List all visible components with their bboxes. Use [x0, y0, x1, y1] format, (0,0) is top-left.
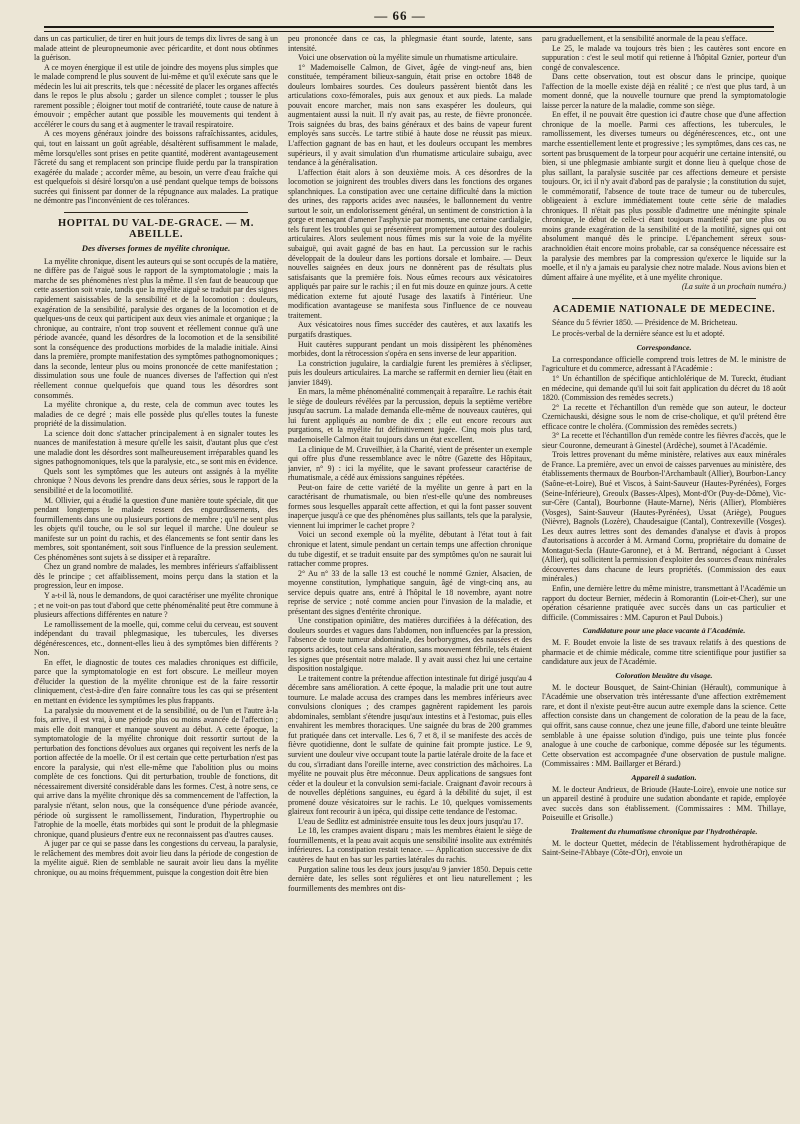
column-3	[542, 34, 786, 1118]
paragraph: Trois lettres provenant du même ministère, relatives aux eaux minérales de France. La première, avec un envoi de caisses parvenues au ministère, des établissements thermaux de Bourbon-l'Archambault (Allier), Bourbon-Lancy (Saône-et-Loire), Bué et Viscos, à Saint-Sauveur (Hautes-Pyrénées), Forges (Seine-Inférieure), Greoulx (Basses-Alpes), Mont-d'Or (Puy-de-Dôme), Vic-sur-Cère (Cantal), Bourbonne (Haute-Marne), Néris (Allier), Plombières (Vosges), Saint-Sauveur (Hautes-Pyrénées), Ussat (Ariège), Pougues (Nièvre), Bagnols (Lozère), Chaudesaigue (Cantal), Contrexeville (Vosges). Les deux autres lettres sont des demandes d'analyse et d'avis à propos d'autorisations à accorder à M. Armand Cornu, propriétaire du domaine de Montagut-Secla (Haute-Garonne), et à M. Bertrand, négociant à Cusset (Allier), qui sollicitent la permission d'exploiter des sources d'eaux minérales découvertes dans chacune de leurs propriétés. (Commission des eaux minérales.)	[542, 450, 786, 584]
paragraph: peu prononcée dans ce cas, la phlegmasie étant sourde, latente, sans intensité.	[288, 34, 532, 53]
paragraph: M. le docteur Quettet, médecin de l'établissement hydrothérapique de Saint-Seine-l'Abbaye (Côte-d'Or), envoie un	[542, 838, 786, 858]
paragraph: Le procès-verbal de la dernière séance est lu et adopté.	[552, 329, 725, 339]
paragraph: paru graduellement, et la sensibilité anormale de la peau s'efface.	[542, 34, 748, 43]
paragraph: A juger par ce qui se passe dans les congestions du cerveau, la paralysie, le relâchement des membres doit avoir lieu dans la période de congestion de la myélite aiguë. Rien de semblable ne saurait avoir lieu dans la myélite chronique, ou au moins fréquemment, puisque la congestion doit être bien	[34, 839, 278, 877]
paragraph: M. le docteur Andrieux, de Brioude (Haute-Loire), envoie une notice sur un appareil destiné à produire une sudation abondante et rapide, employée avec succès dans son établissement. (Commissaires : MM. Thillaye, Poiseuille et Grisolle.)	[542, 784, 786, 823]
paragraph: Enfin, une dernière lettre du même ministre, transmettant à l'Académie un rapport du docteur Bernier, médecin à Romorantin (Loir-et-Cher), sur une opération césarienne pratiquée avec succès dans un cas particulier et difficile. (Commissaires : MM. Capuron et Paul Dubois.)	[542, 583, 786, 622]
paragraph: Peut-on faire de cette variété de la myélite un genre à part en la caractérisant de rhumatismale, ou bien n'est-elle qu'une des nombreuses formes sous lesquelles apparaît cette affection, et qui la font passer souvent inaperçue jusqu'à ce que des phénomènes plus saillants, tels que la paralysie, viennent lui imprimer le cachet propre ?	[288, 482, 532, 530]
rubric-hydrotherapy: Traitement du rhumatisme chronique par l'hydrothérapie.	[570, 826, 758, 836]
paragraph: En effet, il ne pouvait être question ici d'autre chose que d'une affection chronique de la moelle. Parmi ces affections, les tubercules, le ramollissement, les diverses tumeurs ou dégénérescences, etc., ont une marche essentiellement lente et progressive ; les symptômes, dans ces cas, ne sortent pas brusquement de la torpeur pour acquérir une certaine intensité, ou bien, si une phlegmasie ambiante surgit et donne lieu à quelque chose de plus saillant, la paralysie suscitée par ces affections demeure et persiste toujours. Or, ici il n'y avait d'abord pas de paralysie ; la constitution du sujet, le commémoratif, l'absence de toute trace de tumeur ou de tubercules, obligeaient à exclure immédiatement toute cette série de maladies chroniques. Il n'était pas plus possible d'admettre une méningite spinale chronique, le début de celle-ci étant toujours manifesté par une plus ou moins grande exagération de la sensibilité et de la motilité, signes qui ont absolument manqué dès le principe. L'épanchement séreux sous-arachnoïdien était encore moins probable, car sa conséquence nécessaire est la paralysie des membres par la compression qu'exerce le liquide sur la moelle, et il n'y a jamais eu paralysie chez notre malade. Nous avions bien et dûment affaire à une myélite, et à une myélite chronique.	[542, 110, 786, 282]
header-rule	[44, 26, 774, 32]
paragraph: Le traitement contre la prétendue affection intestinale fut dirigé jusqu'au 4 décembre sans amélioration. A cette époque, la maladie prit une tout autre tournure. Le malade accusa des crampes dans les membres inférieurs avec convulsions cloniques ; des crampes gagnèrent rapidement les parois abdominales, semblant s'étendre jusqu'aux intestins et à l'estomac, puis elles envahirent les membres thoraciques. Une saignée du bras de 200 grammes fut pratiquée dans cet intervalle. Les 6, 7 et 8, il se manifeste des accès de fièvre quotidienne, dont le sulfate de quinine fait prompte justice. Le 9, survient une douleur vive occupant toute la partie latérale droite de la face et du cou, s'irradiant dans l'oreille interne, avec constriction des mâchoires. La myélite ne pouvait plus être méconnue. Deux applications de sangsues font céder et la douleur et la convulsion semi-faciale. Craignant d'avoir recours à de nouvelles déplétions sanguines, eu égard à la débilité du sujet, il est promené douze vésicatoires sur le rachis. Le 10, quelques vomissements glaireux font recourir à un ipéca, qui dissipe cette tendance de l'estomac.	[288, 673, 532, 817]
page-number: — 66 —	[374, 8, 426, 23]
paragraph: 1° Un échantillon de spécifique antichlolérique de M. Tureckt, étudiant en médecine, qui demande qu'il lui soit fait application du décret du 18 août 1820. (Commission des remèdes secrets.)	[542, 373, 786, 403]
column-2	[288, 34, 532, 1118]
paragraph: En mars, la même phénoménalité commençait à reparaître. Le rachis était le siège de douleurs révélées par la percussion, depuis la septième vertèbre jusqu'au sacrum. La malade demanda elle-même de nouveaux cautères, qui lui furent appliqués au nombre de dix ; elle eut encore recours aux purgations, et la myélite fut définitivement jugée. Cinq mois plus tard, mademoiselle Calmon était toujours dans un état excellent.	[288, 387, 532, 444]
paragraph: A ce moyen énergique il est utile de joindre des moyens plus simples que le malade comprend le plus souvent de lui-même et qu'il exécute sans que le médecin les lui ait prescrits, tels que : nécessité de placer les organes affectés dans le repos le plus absolu ; garder un silence complet ; tousser le plus rarement possible ; éloigner tout motif de contrariété, toute cause de nature à émouvoir ; empêcher autant que possible les mouvements qui tendent à accélérer le cours du sang et à augmenter le travail respiratoire.	[34, 62, 278, 129]
paragraph: La correspondance officielle comprend trois lettres de M. le ministre de l'agriculture et du commerce, adressant à l'Académie :	[542, 354, 786, 374]
section-divider	[64, 212, 248, 213]
paragraph: La paralysie du mouvement et de la sensibilité, ou de l'un et l'autre à-la fois, arrive, il est vrai, à une période plus ou moins avancée de l'affection ; mais elle doit manquer et manque souvent au début. A cette époque, la symptomatologie de la myélite chronique doit ressortir surtout de la perturbation des fonctions dévolues aux organes qui reçoivent les nerfs de la portion affectée de la moelle. Or il est certain que cette perturbation n'est pas encore la paralysie, qui n'est elle-même que l'abolition plus ou moins complète de ces fonctions. Qui dit perturbation, trouble de fonctions, dit nécessairement diversité considérable dans les formes. C'est, à notre sens, ce qui arrive dans la myélite chronique dès sa commencement de l'affection, la paralysie n'étant, selon nous, que la conséquence d'une période avancée, période où surgissent le ramollissement, l'induration, l'hypertrophie ou l'atrophie de la moelle, états morbides qui sont le produit de la phlegmasie chronique, quand plusieurs d'entre eux ne reconnaissent pas d'autres causes.	[34, 705, 278, 839]
paragraph: M. le docteur Bousquet, de Saint-Chinian (Hérault), communique à l'Académie une observation très intéressante d'une affection extrêmement rare, et dont il n'existe peut-être aucun autre exemple dans la science. Cette affection consiste dans un changement de coloration de la peau de la face, qui offrit, sans cause connue, chez une jeune fille, d'abord une teinte bleuâtre semblable à une épaisse solution d'indigo, puis une teinte plus foncée analogue à une couche de carbonique, comme déposée sur les téguments. Cette observation est accompagnée d'une observation de pustule maligne. (Commissaires : MM. Baillarger et Bérard.)	[542, 682, 786, 769]
paragraph: Une constipation opiniâtre, des matières durcifiées à la défécation, des douleurs sourdes et vagues dans l'abdomen, non influencées par la pression, l'absence de toute tumeur abdominale, des borborygmes, des nausées et des rapports acides, tout cela sans altération, sans mouvement fébrile, tels étaient les signes que présentait notre malade. Il y avait aussi chez lui une certaine disposition nostalgique.	[288, 616, 532, 674]
section-divider	[572, 298, 756, 299]
rubric-candidature: Candidature pour une place vacante à l'Académie.	[582, 626, 746, 636]
paragraph: La clinique de M. Cruveilhier, à la Charité, vient de présenter un exemple qui offre plus d'une ressemblance avec le nôtre (Gazette des Hôpitaux, janvier, n° 9) : ici la myélite, que le savant professeur caractérise de rhumatismale, a cédé aux émissions sanguines répétées.	[288, 444, 532, 483]
paragraph: M. F. Boudet envoie la liste de ses travaux relatifs à des questions de pharmacie et de chimie médicale, comme titre scientifique pour justifier sa candidature aux jeux de l'Académie.	[542, 638, 786, 667]
paragraph: La myélite chronique, disent les auteurs qui se sont occupés de la matière, ne diffère pas de l'aiguë sous le rapport de la symptomatologie ; mais la marche de ses phénomènes n'est plus la même. Il s'en faut de beaucoup que cette assertion soit vraie, tandis que la myélite aiguë se traduit par des signes rapidement saisissables de la sensibilité et de la locomotion : douleurs, exagération de la sensibilité, paralysie des organes de la locomotion et de quelques-uns de ceux qui participent aux deux vies animale et organique ; la chronique, au contraire, n'ont trop souvent et réellement connue qu'à une période avancée, quand les désordres de la locomotion et de la sensibilité sont la conséquence des productions morbides de la maladie initiale. Ainsi dans la première, prompte manifestation des symptômes pathognomoniques ; dans la seconde, lenteur plus ou moins prononcée de cette manifestation ; dissimulation sous une foule de nuances diverses de l'affection qui n'est réellement connue quelquefois que quand tous les désordres sont consommés.	[34, 256, 278, 400]
paragraph: La constriction jugulaire, la cardialgie furent les premières à s'éclipser, puis les douleurs articulaires. La marche se raffermit en dernier lieu (était en janvier 1849).	[288, 358, 532, 387]
paragraph: Le ramollissement de la moelle, qui, comme celui du cerveau, est souvent indépendant du travail phlegmasique, les tubercules, les diverses dégénérescences, etc., donnent-elles lieu à des symptômes bien différents ? Non.	[34, 619, 278, 658]
paragraph: L'eau de Sedlitz est administrée ensuite tous les deux jours jusqu'au 17.	[298, 816, 524, 826]
paragraph: L'affection était alors à son deuxième mois. A ces désordres de la locomotion se joignirent des troubles divers dans les fonctions des organes splanchniques. La constipation avec une certaine difficulté dans la miction des urines, des rapports acides avec nausées, le ballonnement du ventre surtout le soir, un endolorissement général, un sentiment de constriction à la gorge et menaçant d'amener l'asphyxie par moments, une certaine cardialgie, tels furent les troubles qui se présentèrent promptement autour des douleurs articulaires. Alors seulement nous fûmes mis sur la voie de la myélite subaiguë, qui avait gagné de bas en haut. La percussion sur le rachis développait de la douleur dans les portions dorsale et lombaire. — Deux nouvelles saignées en deux jours ne donnèrent pas de résultats plus satisfaisants que la première fois. Nous eûmes recours aux vésicatoires appliqués par paire sur le rachis ; il en fut mis douze en quinze jours. A cette médication externe fut ajouté l'usage des laxatifs à l'intérieur. Une modification avantageuse se manifesta sous l'influence de ce nouveau traitement.	[288, 167, 532, 320]
paragraph: 2° La recette et l'échantillon d'un remède que son auteur, le docteur Czernichauski, désigne sous le nom de crise-cholique, et qu'il prétend être efficace contre le choléra. (Commission des remèdes secrets.)	[542, 402, 786, 431]
rubric-sudation: Appareil à sudation.	[631, 772, 697, 782]
paragraph: Dans cette observation, tout est obscur dans le principe, quoique l'affection de la moelle existe déjà en réalité ; ce n'est que plus tard, à un moment donné, que la nouvelle tournure que prend la symptomatologie laisse percer la nature de la maladie, comme son siège.	[542, 72, 786, 110]
paragraph: La myélite chronique a, du reste, cela de commun avec toutes les maladies de ce degré ; mais elle possède plus qu'elles toutes la funeste propriété de la dissimulation.	[34, 400, 278, 429]
rubric-coloration: Coloration bleuâtre du visage.	[615, 670, 713, 680]
paragraph: Huit cautères suppurant pendant un mois dissipèrent les phénomènes morbides, dont la rétrocession s'opéra en sens inverse de leur apparition.	[288, 339, 532, 359]
paragraph: Voici une observation où la myélite simule un rhumatisme articulaire.	[298, 53, 518, 63]
paragraph: A ces moyens généraux joindre des boissons rafraîchissantes, acidules, qui, tout en laissant un goût agréable, désaltèrent suffisamment le malade, même lorsqu'elles sont prises en petite quantité, modèrent avantageusement l'âcreté du sang et remplacent son principe fluide perdu par la transpiration exagérée du malade ; accorder même, au besoin, un verre d'eau fraîche qui est quelquefois si désiré lorsqu'on a usé pendant quelque temps de boissons sucrées qui finissent par donner de la répugnance aux malades. La pratique ne démontre pas l'inconvénient de ces tolérances.	[34, 129, 278, 206]
paragraph: La science doit donc s'attacher principalement à en signaler toutes les nuances de manifestation à mesure qu'elle les saisit, d'autant plus que c'est une maladie dont les désordres sont malheureusement irréparables quand les signes pathognomoniques, tels que la paralysie, etc., se sont mis en évidence.	[34, 428, 278, 467]
paragraph: En effet, le diagnostic de toutes ces maladies chroniques est difficile, parce que la symptomatologie en est fort obscure. Le meilleur moyen d'élucider la question de la myélite chronique est de la faire ressortir cliniquement, c'est-à-dire d'en faire connaître tous les cas qui se présentent en mettant en évidence les symptômes les plus frappants.	[34, 657, 278, 705]
academy-heading: ACADEMIE NATIONALE DE MEDECINE.	[552, 303, 776, 315]
paragraph: Purgation saline tous les deux jours jusqu'au 9 janvier 1850. Depuis cette dernière date, les selles sont régulières et ont lieu naturellement ; les fourmillements des membres ont dis-	[288, 864, 532, 893]
paragraph: Y a-t-il là, nous le demandons, de quoi caractériser une myélite chronique ; et ne voit-on pas tout d'abord que cette phénoménalité peut être commune à plusieurs affections différentes en nature ?	[34, 590, 278, 620]
paragraph: dans un cas particulier, de tirer en huit jours de temps dix livres de sang à un malade atteint de pleuropneumonie avec péricardite, et dont nous obtînmes la guérison.	[34, 34, 278, 63]
paragraph: 3° La recette et l'échantillon d'un remède contre les fièvres d'accès, que le sieur Couronne, demeurant à Ginestel (Ardèche), soumet à l'Académie.	[542, 431, 786, 450]
article-subtitle: Des diverses formes de myélite chronique.	[81, 242, 231, 253]
paragraph: Aux vésicatoires nous fîmes succéder des cautères, et aux laxatifs les purgatifs drastiques.	[288, 320, 532, 339]
hospital-heading: HOPITAL DU VAL-DE-GRACE. — M. ABEILLE.	[58, 217, 254, 240]
paragraph: M. Ollivier, qui a étudié la question d'une manière toute spéciale, dit que pendant longtemps le malade ressent des engourdissements, des fourmillements dans une ou plusieurs portions de membre ; qu'il ne sent plus les objets qu'il touche, ou le sol sur lequel il marche. Une douleur se manifeste sur un point du rachis, et des élancements se font sentir dans les membres, soit spontanément, soit sous l'influence de la pression seulement. Ces phénomènes sont sujets à se dissiper et à reparaître.	[34, 495, 278, 562]
paragraph: Quels sont les symptômes que les auteurs ont assignés à la myélite chronique ? Nous devons les prendre dans deux séries, sous le rapport de la sensibilité et de la locomotilité.	[34, 466, 278, 495]
paragraph: Le 25, le malade va toujours très bien ; les cautères sont encore en suppuration : c'est le seul motif qui retienne à l'hôpital Gznier, porteur d'un congé de convalescence.	[542, 43, 786, 72]
paragraph: 2° Au n° 33 de la salle 13 est couché le nommé Gznier, Alsacien, de moyenne constitution, lymphatique sanguin, âgé de vingt-cinq ans, au service depuis quatre ans, entré à l'hôpital le 18 novembre, ayant notre reprise de service ; noté comme ancien pour l'invasion de la maladie, et présentant des signes d'entérite chronique.	[288, 568, 532, 616]
paragraph: 1° Mademoiselle Calmon, de Givet, âgée de vingt-neuf ans, bien constituée, tempérament bilieux-sanguin, était prise en octobre 1848 de douleurs lombaires sourdes. Ces douleurs passèrent bientôt dans les articulations coxo-fémorales, puis aux genoux et aux pieds. La malade pouvait encore marcher, mais non sans exaspérer les douleurs, qui augmentaient aussi la nuit. Il n'y avait pas, au reste, de fièvre prononcée. Trois saignées du bras, des bains généraux et des bains de vapeur furent employés sans succès. Le tartre stibié à haute dose ne réussit pas mieux. L'affection gagnant de bas en haut, et les douleurs occupant les membres supérieurs, il y avait simulation d'un rhumatisme articulaire subaigu, avec tendance à la généralisation.	[288, 62, 532, 168]
paragraph: Chez un grand nombre de malades, les membres inférieurs s'affaiblissent dès le principe ; cet affaiblissement, moins perçu dans la station et la progression, leur en impose.	[34, 562, 278, 591]
text-columns	[34, 34, 786, 1118]
session-line: Séance du 5 février 1850. — Présidence de M. Bricheteau.	[552, 317, 738, 327]
rubric-correspondence: Correspondance.	[636, 342, 692, 352]
paragraph: Le 18, les crampes avaient disparu ; mais les membres étaient le siège de fourmillements, et la peau avait acquis une sensibilité insolite aux extrémités inférieures. La constipation restait tenace. — Application successive de dix cautères de haut en bas sur les parties latérales du rachis.	[288, 826, 532, 865]
continued-note: (La suite à un prochain numéro.)	[681, 282, 786, 292]
paragraph: Voici un second exemple où la myélite, débutant à l'état tout à fait chronique et latent, simule pendant un certain temps une affection chronique du tube digestif, et se traduit ensuite par des symptômes qu'on ne saurait lui rattacher comme propres.	[288, 530, 532, 569]
column-1	[34, 34, 278, 1118]
page-header	[14, 0, 786, 30]
